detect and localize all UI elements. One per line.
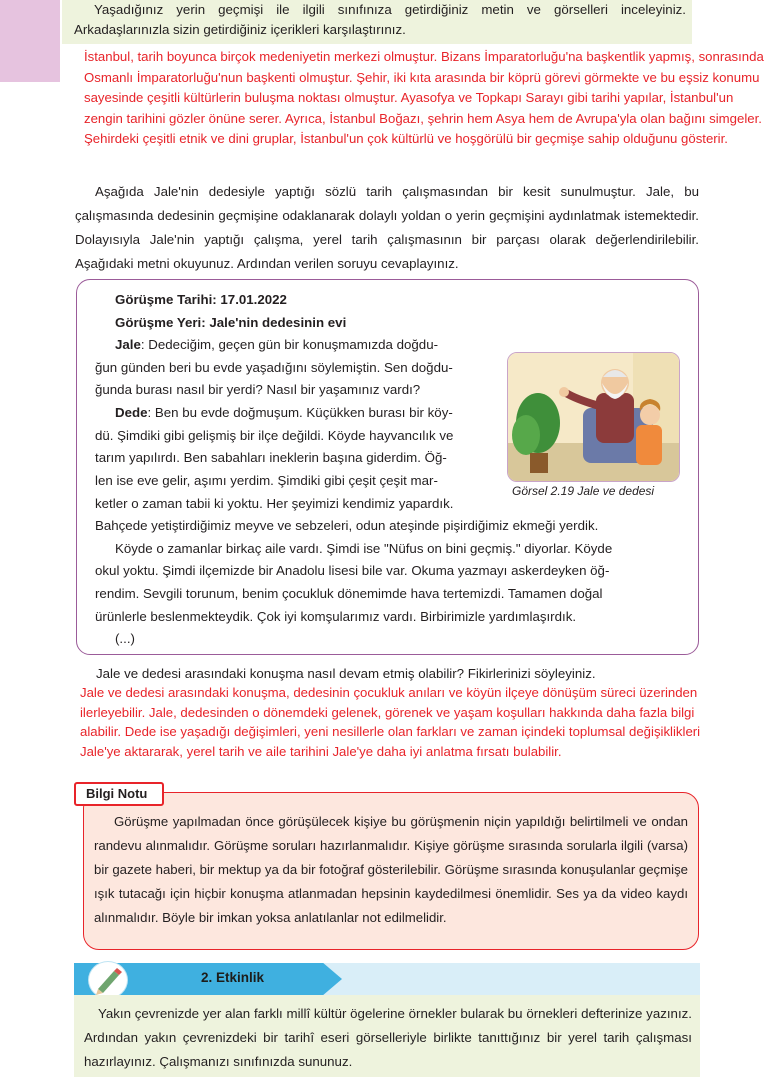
interview-line: len ise eve gelir, aşımı yerdim. Şimdiki gibi çeşit çeşit mar-: [95, 473, 438, 488]
interview-line: Dede: Ben bu evde doğmuşum. Küçükken burası bir köy-: [115, 405, 453, 420]
interview-line: Bahçede yetiştirdiğimiz meyve ve sebzeleri, odun ateşinde pişirdiğimiz ekmeği yerdik.: [95, 518, 599, 533]
activity-text: Yakın çevrenizde yer alan farklı millî kültür ögelerine örnekler bularak bu örnekleri defterinize yazınız. Ardından yakın çevrenizdeki bir tarihî eseri görselleriyle birlikte tanıttığınız bir yerel tarih çalışması hazırlayınız. Çalışmanızı sınıfınızda sununuz.: [84, 1006, 692, 1069]
answer-1: İstanbul, tarih boyunca birçok medeniyetin merkezi olmuştur. Bizans İmparatorluğu'na başkentlik yapmış, sonrasında Osmanlı İmparatorluğu'nun başkenti olmuştur. Şehir, iki kıta arasında bir köprü görevi görmekte ve bu eşsiz konumu sayesinde çeşitli kültürlerin buluşma noktası olmuştur. Ayasofya ve Topkapı Sarayı gibi tarihi yapılar, İstanbul'un zengin tarihini gözler önüne serer. Ayrıca, İstanbul Boğazı, şehrin hem Asya hem de Avrupa'yla olan bağını simgeler. Şehirdeki çeşitli etnik ve dini gruplar, İstanbul'un çok kültürlü ve hoşgörülü bir geçmişe sahip olduğunu gösterir.: [84, 49, 764, 146]
intro-paragraph: Aşağıda Jale'nin dedesiyle yaptığı sözlü tarih çalışmasından bir kesit sunulmuştur. Jale, bu çalışmasında dedesinin geçmişine odaklanarak dolaylı yoldan o yerin geçmişini aydınlatmak istemektedir. Dolayısıyla Jale'nin yaptığı çalışma, yerel tarih çalışmasının bir parçası olarak değerlendirilebilir. Aşağıdaki metni okuyunuz. Ardından verilen soruyu cevaplayınız.: [75, 184, 699, 271]
interview-line: okul yoktu. Şimdi ilçemizde bir Anadolu lisesi bile var. Okuma yazmayı askerdeyken öğ-: [95, 563, 610, 578]
pencil-icon: [88, 961, 128, 999]
jale-and-grandfather-illustration: [507, 352, 680, 482]
speaker-jale: Jale: [115, 337, 141, 352]
activity-title: 2. Etkinlik: [201, 970, 265, 985]
interview-line: ketler o zaman tabii ki yoktu. Her şeyimizi kendimiz yapardık.: [95, 496, 454, 511]
info-note-label: Bilgi Notu: [74, 782, 164, 806]
interview-place: Görüşme Yeri: Jale'nin dedesinin evi: [115, 315, 347, 330]
info-note-box: [83, 792, 699, 950]
answer-2: Jale ve dedesi arasındaki konuşma, dedesinin çocukluk anıları ve köyün ilçeye dönüşüm süreci üzerinden ilerleyebilir. Jale, dedesinden o dönemdeki gelenek, görenek ve yaşam koşulları hakkında daha fazla bilgi alabilir. Dede ise yaşadığı değişimleri, yeni nesillerle olan farkları ve zaman içindeki toplumsal değişiklikleri Jale'ye aktararak, yerel tarih ve aile tarihini Jale'ye daha iyi anlatma fırsatı bulabilir.: [80, 685, 701, 759]
interview-ellipsis: (...): [115, 631, 135, 646]
speaker-dede: Dede: [115, 405, 148, 420]
info-note-text: Görüşme yapılmadan önce görüşülecek kişiye bu görüşmenin niçin yapıldığı belirtilmeli ve ondan randevu alınmalıdır. Görüşme soruları hazırlanmalıdır. Kişiye görüşme sırasında sorularla ilgili (varsa) bir gazete haberi, bir mektup ya da bir fotoğraf gösterilebilir. Görüşme sırasında konuşulanlar geçmişe ışık tutacağı için hiçbir konuşma atlanmadan hepsinin kaydedilmesi önemlidir. Ses ya da video kaydı alınmalıdır. Böyle bir imkan yoksa anlatılanlar not edilmelidir.: [94, 814, 688, 925]
interview-line: Köyde o zamanlar birkaç aile vardı. Şimdi ise "Nüfus on bini geçmiş." diyorlar. Köyde: [115, 541, 613, 556]
activity-box: [74, 995, 700, 1077]
interview-line: Jale: Dedeciğim, geçen gün bir konuşmamızda doğdu-: [115, 337, 439, 352]
interview-line: ğun günden beri bu evde yaşadığını söylemiştin. Sen doğdu-: [95, 360, 453, 375]
interview-line: ğunda burası nasıl bir yerdi? Nasıl bir yaşamınız vardı?: [95, 382, 421, 397]
top-instruction: Yaşadığınız yerin geçmişi ile ilgili sınıfınıza getirdiğiniz metin ve görselleri inceleyiniz. Arkadaşlarınızla sizin getirdiğiniz içerikleri karşılaştırınız.: [62, 0, 692, 44]
interview-line: tarım yapılırdı. Ben sabahları ineklerin başına giderdim. Öğ-: [95, 450, 447, 465]
question: Jale ve dedesi arasındaki konuşma nasıl devam etmiş olabilir? Fikirlerinizi söyleyiniz.: [96, 666, 596, 681]
interview-line: dü. Şimdiki gibi gelişmiş bir ilçe değildi. Köyde hayvancılık ve: [95, 428, 454, 443]
interview-line: rendim. Sevgili torunum, benim çocukluk dönemimde hava tertemizdi. Tamamen doğal: [95, 586, 603, 601]
image-caption: Görsel 2.19 Jale ve dedesi: [512, 484, 655, 498]
interview-line: ürünlerle beslenmekteydik. Çok iyi komşularımız vardı. Birbirimizle yardımlaşırdık.: [95, 609, 577, 624]
interview-date: Görüşme Tarihi: 17.01.2022: [115, 292, 287, 307]
page-corner-decoration: [0, 0, 60, 82]
